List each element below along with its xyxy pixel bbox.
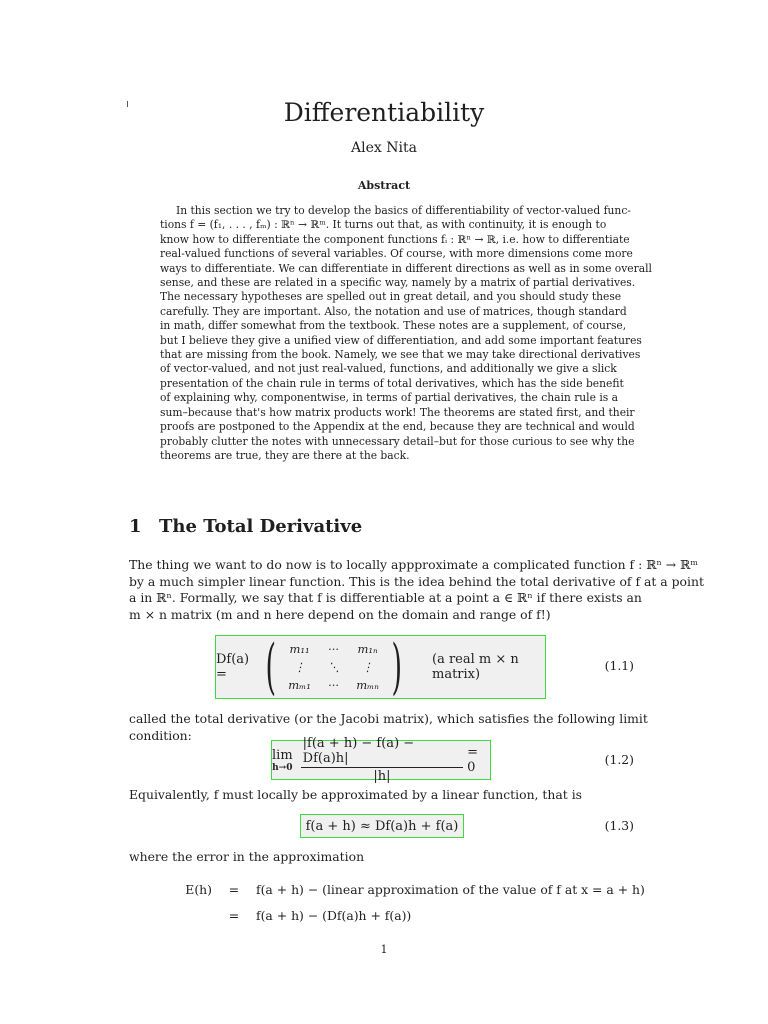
- abstract-line: theorems are true, they are there at the back.: [160, 448, 410, 462]
- page-number: 1: [380, 943, 388, 956]
- equation-row: [172, 876, 645, 902]
- numerator: |f(a + h) − f(a) − Df(a)h|: [301, 736, 463, 768]
- matrix-entry: ⋱: [327, 660, 340, 674]
- matrix-entry: mₘₙ: [356, 678, 379, 692]
- section-number: 1: [129, 516, 142, 537]
- matrix-entry: m₁₁: [289, 642, 310, 656]
- matrix-entry: mₘ₁: [288, 678, 311, 692]
- row-rhs: f(a + h) − (Df(a)h + f(a)): [256, 907, 412, 923]
- matrix-entry: ···: [328, 678, 340, 692]
- matrix-entry: m₁ₙ: [357, 642, 378, 656]
- author: Alex Nita: [351, 140, 417, 156]
- abstract-line: that are missing from the book. Namely, we see that we may take directional derivatives: [160, 348, 641, 362]
- paragraph-line: called the total derivative (or the Jacobi matrix), which satisfies the following limit: [129, 711, 648, 726]
- paragraph-line: a in ℝⁿ. Formally, we say that f is differentiable at a point a ∈ ℝⁿ if there exists an: [129, 590, 642, 605]
- section-title: The Total Derivative: [159, 516, 363, 537]
- section-heading: [129, 516, 362, 537]
- matrix-entry: ⋮: [361, 660, 374, 674]
- row-relation: =: [228, 907, 240, 923]
- abstract-line: in math, differ somewhat from the textbook. These notes are a supplement, of course,: [160, 319, 627, 333]
- abstract-line: know how to differentiate the component functions fᵢ : ℝⁿ → ℝ, i.e. how to differentiate: [160, 232, 630, 246]
- equation-1-3-box: [300, 814, 464, 838]
- equation-number: (1.2): [604, 752, 634, 767]
- paragraph-line: The thing we want to do now is to locally appproximate a complicated function f : ℝⁿ → ℝᵐ: [129, 557, 699, 572]
- equation-number: (1.3): [604, 818, 634, 833]
- limit-operator: [272, 748, 293, 773]
- abstract-line: sense, and these are related in a specific way, namely by a matrix of partial derivatives.: [160, 276, 636, 290]
- abstract-line: but I believe they give a unified view of differentiation, and add some important features: [160, 333, 642, 347]
- eq2-rhs: = 0: [467, 745, 479, 775]
- paragraph-line: condition:: [129, 727, 192, 743]
- paragraph-line: Equivalently, f must locally be approximated by a linear function, that is: [129, 787, 583, 802]
- page-title: Differentiability: [283, 98, 485, 127]
- equation-row: [172, 902, 645, 928]
- equation-1-2-box: [271, 736, 491, 784]
- matrix-entries: [283, 642, 385, 692]
- row-relation: =: [228, 881, 240, 897]
- abstract-line: probably clutter the notes with unnecessary detail–but for those curious to see why the: [160, 434, 635, 448]
- abstract-line: carefully. They are important. Also, the notation and use of matrices, though standard: [160, 304, 627, 318]
- jacobian-matrix: [259, 632, 408, 702]
- left-paren: (: [265, 632, 277, 702]
- matrix-entry: ···: [328, 642, 340, 656]
- abstract-line: proofs are postponed to the Appendix at the end, because they are technical and would: [160, 420, 635, 434]
- eq1-lhs: Df(a) =: [216, 652, 250, 682]
- paragraph-3: [129, 787, 634, 804]
- paragraph-line: m × n matrix (m and n here depend on the domain and range of f!): [129, 606, 551, 622]
- abstract-line: of explaining why, componentwise, in terms of partial derivatives, the chain rule is a: [160, 391, 618, 405]
- abstract-line: In this section we try to develop the basics of differentiability of vector-valued func-: [176, 204, 631, 217]
- matrix-entry: ⋮: [293, 660, 306, 674]
- paragraph-4: [129, 849, 634, 866]
- error-equation-array: [172, 876, 645, 928]
- abstract-line: real-valued functions of several variables. Of course, with more dimensions come more: [160, 247, 633, 261]
- eq3-text: f(a + h) ≈ Df(a)h + f(a): [305, 818, 459, 834]
- paragraph-line: by a much simpler linear function. This is the idea behind the total derivative of f at a point: [129, 573, 704, 589]
- lim-subscript: h→0: [272, 762, 293, 773]
- abstract-line: sum–because that's how matrix products work! The theorems are stated first, and their: [160, 405, 635, 419]
- abstract-line: ways to differentiate. We can differentiate in different directions as well as in some overall: [160, 261, 652, 275]
- eq1-note: (a real m × n matrix): [432, 652, 519, 682]
- denominator: |h|: [373, 769, 391, 784]
- equation-number: (1.1): [604, 658, 634, 673]
- abstract-line: tions f = (f₁, . . . , fₘ) : ℝⁿ → ℝᵐ. It turns out that, as with continuity, it is enough to: [160, 218, 607, 232]
- right-paren: ): [391, 632, 402, 702]
- lim-text: lim: [272, 747, 293, 763]
- fraction: [301, 736, 463, 784]
- abstract-line: presentation of the chain rule in terms of total derivatives, which has the side benefit: [160, 376, 624, 390]
- abstract-heading: Abstract: [357, 179, 411, 192]
- paragraph-1: [129, 557, 704, 623]
- paragraph-line: where the error in the approximation: [129, 849, 365, 864]
- equation-1-1-box: [215, 632, 546, 702]
- row-lhs: E(h): [185, 881, 212, 897]
- abstract-line: The necessary hypotheses are spelled out in great detail, and you should study these: [160, 290, 622, 304]
- abstract-body: [160, 204, 652, 463]
- abstract-line: of vector-valued, and not just real-valued, functions, and additionally we give a slick: [160, 362, 617, 376]
- row-rhs: f(a + h) − (linear approximation of the value of f at x = a + h): [256, 881, 645, 897]
